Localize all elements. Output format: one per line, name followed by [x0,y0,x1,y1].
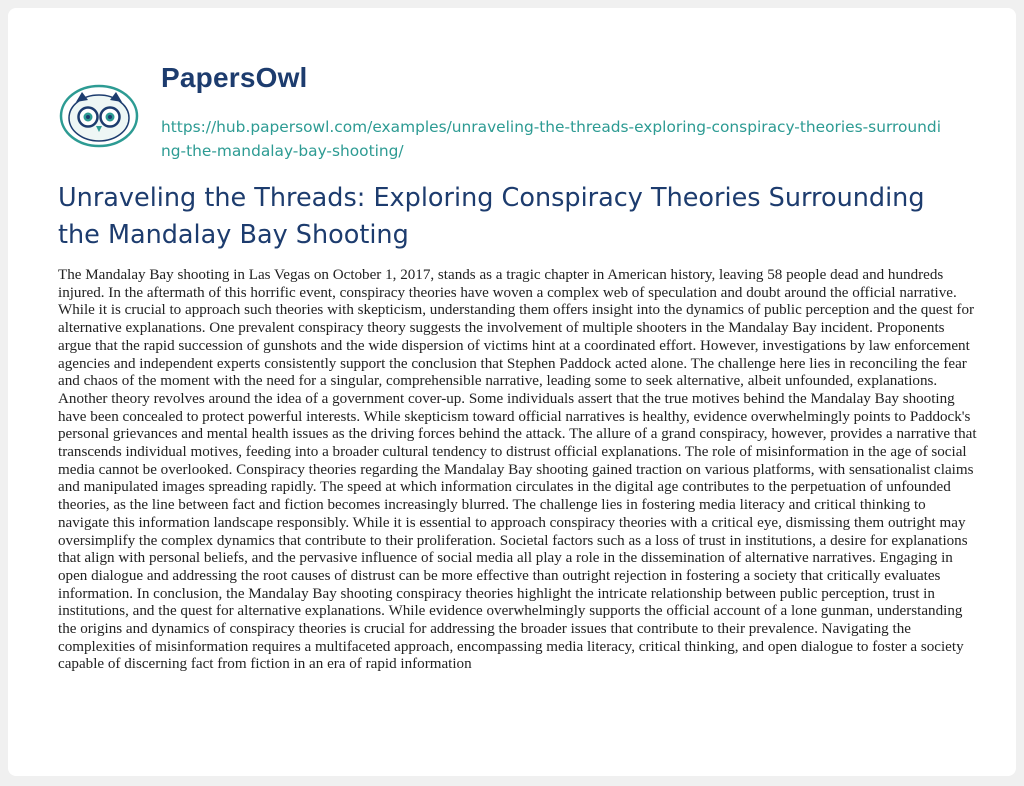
header [58,62,958,162]
brand-name: PapersOwl [161,62,308,93]
page-title: Unraveling the Threads: Exploring Conspiracy Theories Surrounding the Mandalay Bay Shooting [58,183,925,250]
source-url-link[interactable]: https://hub.papersowl.com/examples/unraveling-the-threads-exploring-conspiracy-theories-surrounding-the-mandalay-bay-shooting/ [161,118,941,160]
document-page [8,8,1016,776]
essay-body-text: The Mandalay Bay shooting in Las Vegas on October 1, 2017, stands as a tragic chapter in American history, leaving 58 people dead and hundreds injured. In the aftermath of this horrific event, conspiracy theories have woven a complex web of speculation and doubt around the official narrative. While it is crucial to approach such theories with skepticism, understanding them offers insight into the dynamics of public perception and the quest for alternative explanations. One prevalent conspiracy theory suggests the involvement of multiple shooters in the Mandalay Bay incident. Proponents argue that the rapid succession of gunshots and the wide dispersion of victims hint at a coordinated effort. However, investigations by law enforcement agencies and independent experts consistently support the conclusion that Stephen Paddock acted alone. The challenge here lies in reconciling the fear and chaos of the moment with the need for a singular, comprehensible narrative, leading some to seek alternative, albeit unfounded, explanations. Another theory revolves around the idea of a government cover-up. Some individuals assert that the true motives behind the Mandalay Bay shooting have been concealed to protect powerful interests. While skepticism toward official narratives is healthy, evidence overwhelmingly points to Paddock's personal grievances and mental health issues as the driving forces behind the attack. The allure of a grand conspiracy, however, provides a narrative that transcends individual motives, feeding into a broader cultural tendency to distrust official explanations. The role of misinformation in the age of social media cannot be overlooked. Conspiracy theories regarding the Mandalay Bay shooting gained traction on various platforms, with sensationalist claims and manipulated images spreading rapidly. The speed at which information circulates in the digital age contributes to the perpetuation of unfounded theories, as the line between fact and fiction becomes increasingly blurred. The challenge lies in fostering media literacy and critical thinking to navigate this information landscape responsibly. While it is essential to approach conspiracy theories with a critical eye, dismissing them outright may oversimplify the complex dynamics that contribute to their proliferation. Societal factors such as a loss of trust in institutions, a desire for explanations that align with personal beliefs, and the pervasive influence of social media all play a role in the dissemination of alternative narratives. Engaging in open dialogue and addressing the root causes of distrust can be more effective than outright rejection in fostering a society that critically evaluates information. In conclusion, the Mandalay Bay shooting conspiracy theories highlight the intricate relationship between public perception, trust in institutions, and the quest for alternative explanations. While evidence overwhelmingly supports the official account of a lone gunman, understanding the origins and dynamics of conspiracy theories is crucial for addressing the broader issues that contribute to their prevalence. Navigating the complexities of misinformation requires a multifaceted approach, encompassing media literacy, critical thinking, and open dialogue to foster a society capable of discerning fact from fiction in an era of rapid information [58,267,977,673]
owl-logo-icon [58,80,140,148]
